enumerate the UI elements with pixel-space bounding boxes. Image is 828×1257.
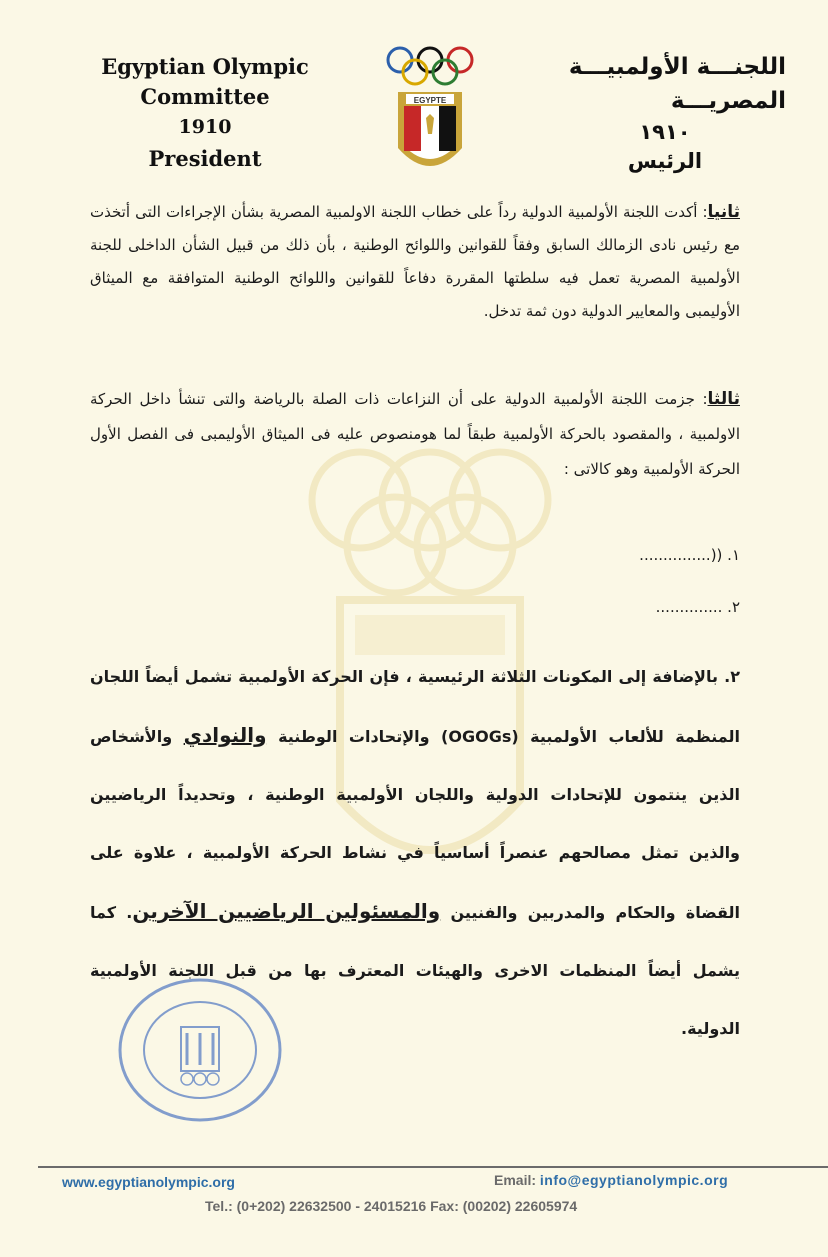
- org-name-en: Egyptian Olympic Committee: [101, 54, 309, 109]
- org-name-ar: اللجنـــة الأولمبيـــة المصريـــة: [568, 54, 786, 114]
- header-english: [40, 52, 370, 176]
- list-text: بالإضافة إلى المكونات الثلاثة الرئيسية ، فإن الحركة الأولمبية تشمل أيضاً اللجان المنظمة للألعاب الأولمبية (OGOGs) والإتحادات الوطنية: [90, 667, 740, 746]
- founding-year-ar: ١٩١٠: [639, 120, 691, 144]
- email-contact: [494, 1172, 728, 1188]
- list-item: ١. ((...............: [639, 546, 740, 564]
- logo-label: EGYPTE: [413, 96, 447, 105]
- egyptian-olympic-logo: [380, 44, 480, 178]
- section-second: [90, 196, 740, 328]
- list-text: والأشخاص الذين ينتمون للإتحادات الدولية واللجان الأولمبية الوطنية ، وتحديداً الرياضيين والذين تمثل مصالحهم عنصراً أساسياً في نشاط الحركة الأولمبية ، علاوة على القضاة والحكام والمدربين والفنيين: [90, 727, 740, 922]
- emphasis-officials: والمسئولين الرياضيين الآخرين: [132, 899, 441, 923]
- list-number: ٢.: [724, 667, 740, 686]
- list-text: . كما يشمل أيضاً المنظمات الاخرى والهيئات المعترف بها من قبل اللجنة الأولمبية الدولية.: [90, 903, 740, 1038]
- section-third: [90, 382, 740, 487]
- website-link[interactable]: www.egyptianolympic.org: [62, 1174, 235, 1190]
- header-arabic: [500, 50, 800, 176]
- official-stamp: [115, 975, 285, 1125]
- footer-divider: [38, 1166, 828, 1168]
- email-label: Email:: [494, 1172, 537, 1188]
- phone-fax: Tel.: (0+202) 22632500 - 24015216 Fax: (00202) 22605974: [205, 1198, 578, 1214]
- section-label: ثانيا: [707, 202, 740, 222]
- list-item: ٢. ..............: [655, 598, 740, 616]
- title-ar: الرئيس: [627, 149, 703, 173]
- section-text: : أكدت اللجنة الأولمبية الدولية رداً على خطاب اللجنة الاولمبية المصرية بشأن الإجراءات التى أتخذت مع رئيس نادى الزمالك السابق وفقاً للقوانين واللوائح الوطنية ، بأن ذلك من قبيل الشأن الداخلى للجنة الأولمبية المصرية تعمل فيه سلطتها المقررة دفاعاً للقوانين واللوائح الوطنية المتوافقة مع الميثاق الأوليمبى والمعايير الدولية دون ثمة تدخل.: [90, 203, 740, 320]
- emphasis-clubs: والنوادي: [183, 723, 267, 747]
- title-en: President: [148, 146, 262, 171]
- section-label: ثالثا: [707, 389, 740, 409]
- founding-year-en: 1910: [178, 116, 232, 138]
- section-text: : جزمت اللجنة الأولمبية الدولية على أن النزاعات ذات الصلة بالرياضة والتى تنشأ داخل الحركة الاولمبية ، والمقصود بالحركة الأولمبية طبقاً لما هومنصوص عليه فى الميثاق الأوليمبى فى الفصل الأول الحركة الأولمبية وهو كالاتى :: [90, 390, 740, 478]
- email-link[interactable]: info@egyptianolympic.org: [539, 1172, 729, 1188]
